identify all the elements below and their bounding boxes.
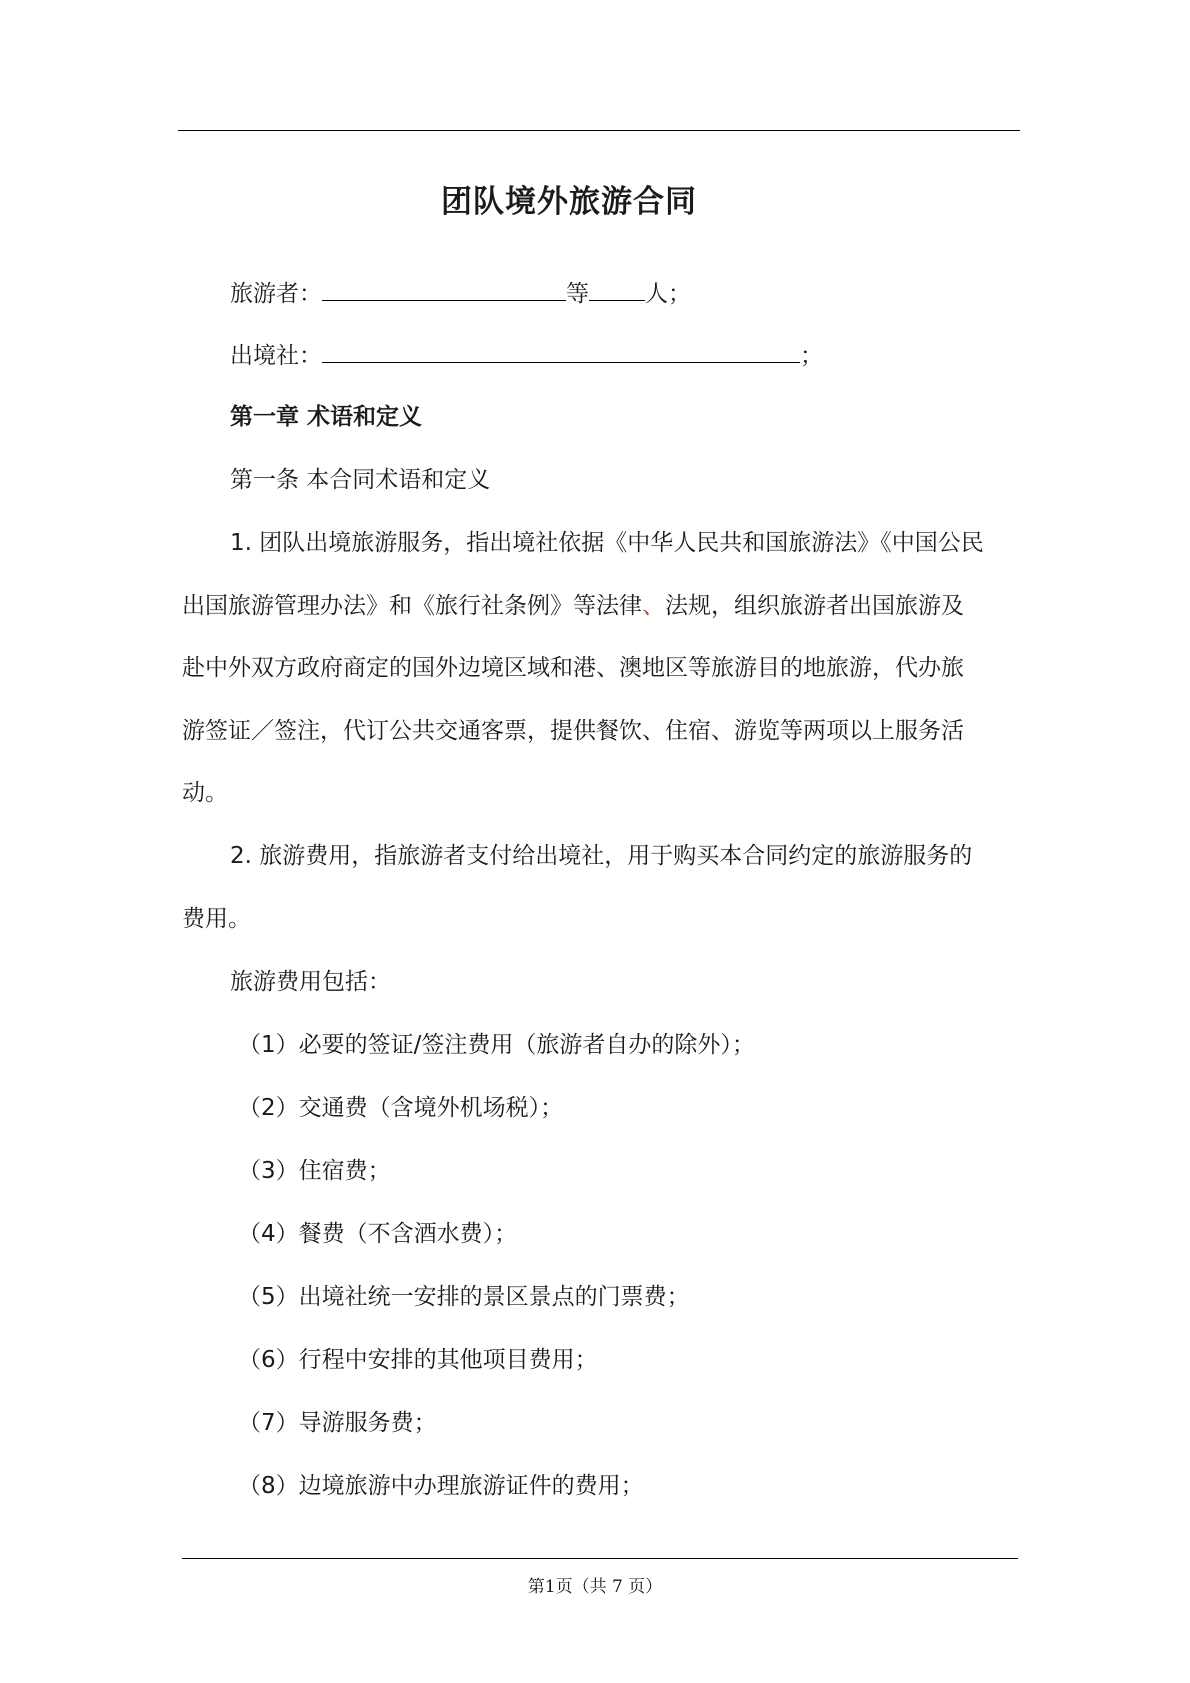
footer-rule	[182, 1558, 1018, 1559]
traveler-label: 旅游者：	[230, 281, 322, 307]
definition-1-line-1: 1. 团队出境旅游服务，指出境社依据《中华人民共和国旅游法》《中国公民	[230, 530, 984, 556]
article-heading: 第一条 本合同术语和定义	[230, 467, 491, 493]
definition-1-line-5: 动。	[182, 780, 228, 806]
traveler-mid: 等	[566, 281, 589, 307]
fee-item: （4）餐费（不含酒水费）；	[238, 1221, 518, 1247]
red-comma: 、	[642, 593, 665, 619]
fee-item: （8）边境旅游中办理旅游证件的费用；	[238, 1473, 644, 1499]
agency-name-blank[interactable]	[322, 338, 800, 363]
definition-1-line-4: 游签证／签注，代订公共交通客票，提供餐饮、住宿、游览等两项以上服务活	[182, 718, 964, 744]
agency-label: 出境社：	[230, 343, 322, 369]
page-number: 第1页（共 7 页）	[527, 1577, 663, 1597]
traveler-line	[230, 276, 691, 310]
fee-item: （3）住宿费；	[238, 1158, 391, 1184]
fee-item: （1）必要的签证/签注费用（旅游者自办的除外）；	[238, 1032, 755, 1058]
fee-item: （2）交通费（含境外机场税）；	[238, 1095, 564, 1121]
header-rule	[178, 130, 1020, 131]
fee-item: （5）出境社统一安排的景区景点的门票费；	[238, 1284, 690, 1310]
definition-1-line-2a: 出国旅游管理办法》和《旅行社条例》等法律	[182, 593, 642, 619]
definition-1-line-2	[182, 590, 964, 622]
traveler-count-blank[interactable]	[589, 276, 645, 301]
fee-intro: 旅游费用包括：	[230, 969, 391, 995]
traveler-end: 人；	[645, 281, 691, 307]
document-title: 团队境外旅游合同	[441, 184, 697, 220]
definition-2-line-1: 2. 旅游费用，指旅游者支付给出境社，用于购买本合同约定的旅游服务的	[230, 843, 973, 869]
fee-item: （6）行程中安排的其他项目费用；	[238, 1347, 598, 1373]
definition-2-line-2: 费用。	[182, 906, 251, 932]
agency-end: ；	[800, 343, 823, 369]
fee-item: （7）导游服务费；	[238, 1410, 437, 1436]
traveler-name-blank[interactable]	[322, 276, 566, 301]
chapter-heading: 第一章 术语和定义	[230, 404, 423, 430]
definition-1-line-3: 赴中外双方政府商定的国外边境区域和港、澳地区等旅游目的地旅游，代办旅	[182, 655, 964, 681]
definition-1-line-2c: 法规，组织旅游者出国旅游及	[665, 593, 964, 619]
agency-line	[230, 338, 823, 372]
